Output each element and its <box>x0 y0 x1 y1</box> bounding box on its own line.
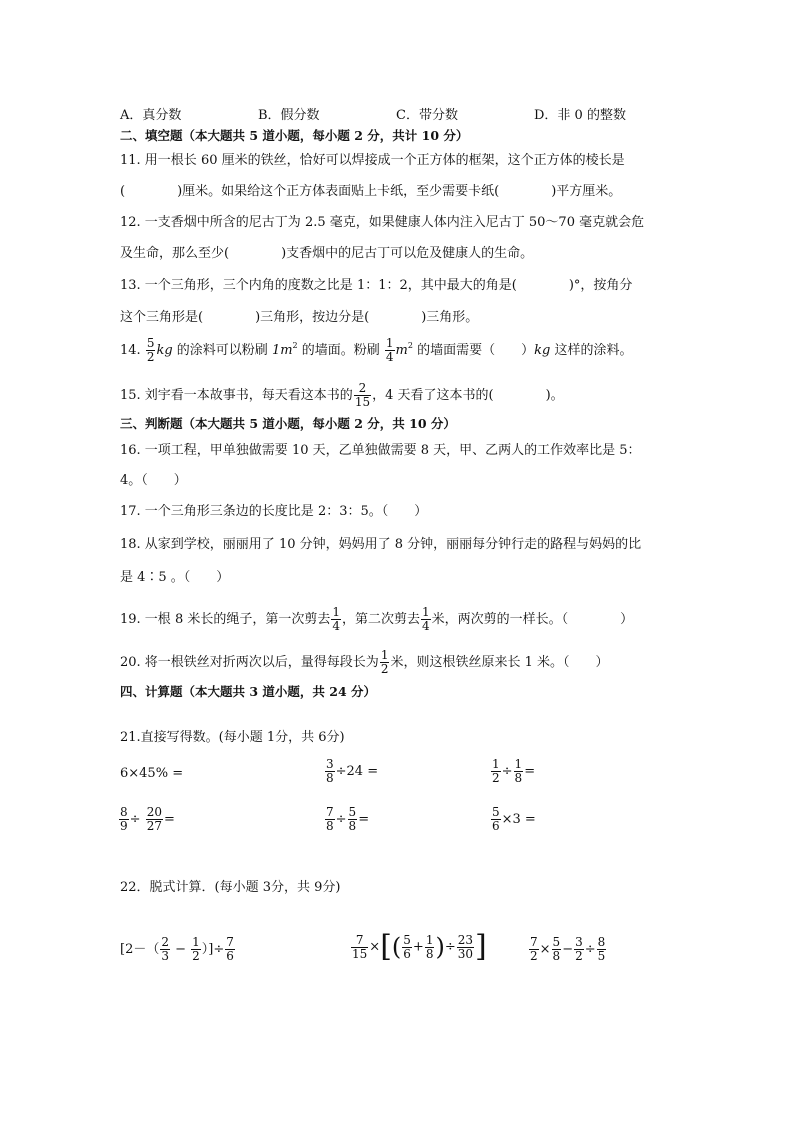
q21-item-b: $\frac{3}{8}$ ÷24 = <box>326 757 379 785</box>
fraction-1-4: $\frac{1}{4}$ <box>385 336 394 364</box>
fraction-1-4: $\frac{1}{4}$ <box>332 605 340 633</box>
fraction-2-15: $\frac{2}{15}$ <box>354 381 371 409</box>
question-19: 19. 一根 8 米长的绳子，第一次剪去 $\frac{1}{4}$ ，第二次剪去 $\frac{1}{4}$ 米，两次剪的一样长。（ ） <box>120 605 634 633</box>
question-16-line-1: 16. 一项工程，甲单独做需要 10 天，乙单独做需要 8 天，甲、乙两人的工作效率比是 5： <box>120 443 641 458</box>
q22-expression-c: $\frac{7}{2}$ × $\frac{5}{8}$ − $\frac{3}{2}$ ÷ $\frac{8}{5}$ <box>530 935 606 963</box>
q21-item-d: $\frac{8}{9}$ ÷ $\frac{20}{27}$ = <box>120 805 175 833</box>
question-12-line-1: 12. 一支香烟中所含的尼古丁为 2.5 毫克，如果健康人体内注入尼古丁 50～70 毫克就会危 <box>120 215 645 230</box>
option-d: D．非 0 的整数 <box>534 108 626 123</box>
question-17: 17. 一个三角形三条边的长度比是 2：3：5。（ ） <box>120 504 428 519</box>
option-c: C．带分数 <box>396 108 458 123</box>
question-18-line-1: 18. 从家到学校，丽丽用了 10 分钟，妈妈用了 8 分钟，丽丽每分钟行走的路程与妈妈的比 <box>120 537 642 552</box>
question-11-line-2: ( )厘米。如果给这个正方体表面贴上卡纸，至少需要卡纸( )平方厘米。 <box>120 184 622 199</box>
q21-item-c: $\frac{1}{2}$ ÷ $\frac{1}{8}$ = <box>492 757 536 785</box>
q21-item-f: $\frac{5}{6}$ ×3 = <box>492 805 536 833</box>
q22-expression-b: $\frac{7}{15}$ ×[( $\frac{5}{6}$ + $\frac{1}{8}$ )÷ $\frac{23}{30}$ ] <box>352 929 487 964</box>
question-12-line-2: 及生命，那么至少( )支香烟中的尼古丁可以危及健康人的生命。 <box>120 246 534 261</box>
question-14-number: 14. <box>120 343 141 358</box>
section-heading-fill-in: 二、填空题（本大题共 5 道小题，每小题 2 分，共计 10 分） <box>120 128 469 143</box>
section-heading-true-false: 三、判断题（本大题共 5 道小题，每小题 2 分，共 10 分） <box>120 416 456 431</box>
option-a: A．真分数 <box>120 108 182 123</box>
fraction-1-4: $\frac{1}{4}$ <box>422 605 430 633</box>
q21-item-a: 6×45% = <box>120 766 184 781</box>
question-16-line-2: 4。（ ） <box>120 473 187 488</box>
question-15: 15. 刘宇看一本故事书，每天看这本书的 $\frac{2}{15}$ ，4 天看了这本书的( )。 <box>120 381 564 409</box>
option-b: B．假分数 <box>258 108 320 123</box>
question-11-line-1: 11. 用一根长 60 厘米的铁丝，恰好可以焊接成一个正方体的框架，这个正方体的棱长是 <box>120 153 625 168</box>
q21-item-e: $\frac{7}{8}$ ÷ $\frac{5}{8}$ = <box>326 805 370 833</box>
question-13-line-2: 这个三角形是( )三角形，按边分是( )三角形。 <box>120 310 479 325</box>
section-heading-calculation: 四、计算题（本大题共 3 道小题，共 24 分） <box>120 684 377 699</box>
fraction-1-2: $\frac{1}{2}$ <box>380 648 389 676</box>
question-14: 14. $\frac{5}{2}$ kg 的涂料可以粉刷 $1m^2$ 的墙面。粉刷 $\frac{1}{4}$ $m^2$ 的墙面需要（ ）kg 这样的涂料。 <box>120 336 633 364</box>
question-21-title: 21.直接写得数。(每小题 1分，共 6分) <box>120 730 345 745</box>
question-13-line-1: 13. 一个三角形，三个内角的度数之比是 1：1：2，其中最大的角是( )°，按角分 <box>120 278 633 293</box>
fraction-5-2: $\frac{5}{2}$ <box>146 336 155 364</box>
q22-expression-a: [2－（ $\frac{2}{3}$ − $\frac{1}{2}$ ）]÷ $\frac{7}{6}$ <box>120 935 234 963</box>
question-20: 20. 将一根铁丝对折两次以后，量得每段长为 $\frac{1}{2}$ 米，则这根铁丝原来长 1 米。（ ） <box>120 648 609 676</box>
question-18-line-2: 是 4∶5 。（ ） <box>120 570 230 585</box>
question-22-title: 22．脱式计算．(每小题 3分，共 9分) <box>120 880 341 895</box>
